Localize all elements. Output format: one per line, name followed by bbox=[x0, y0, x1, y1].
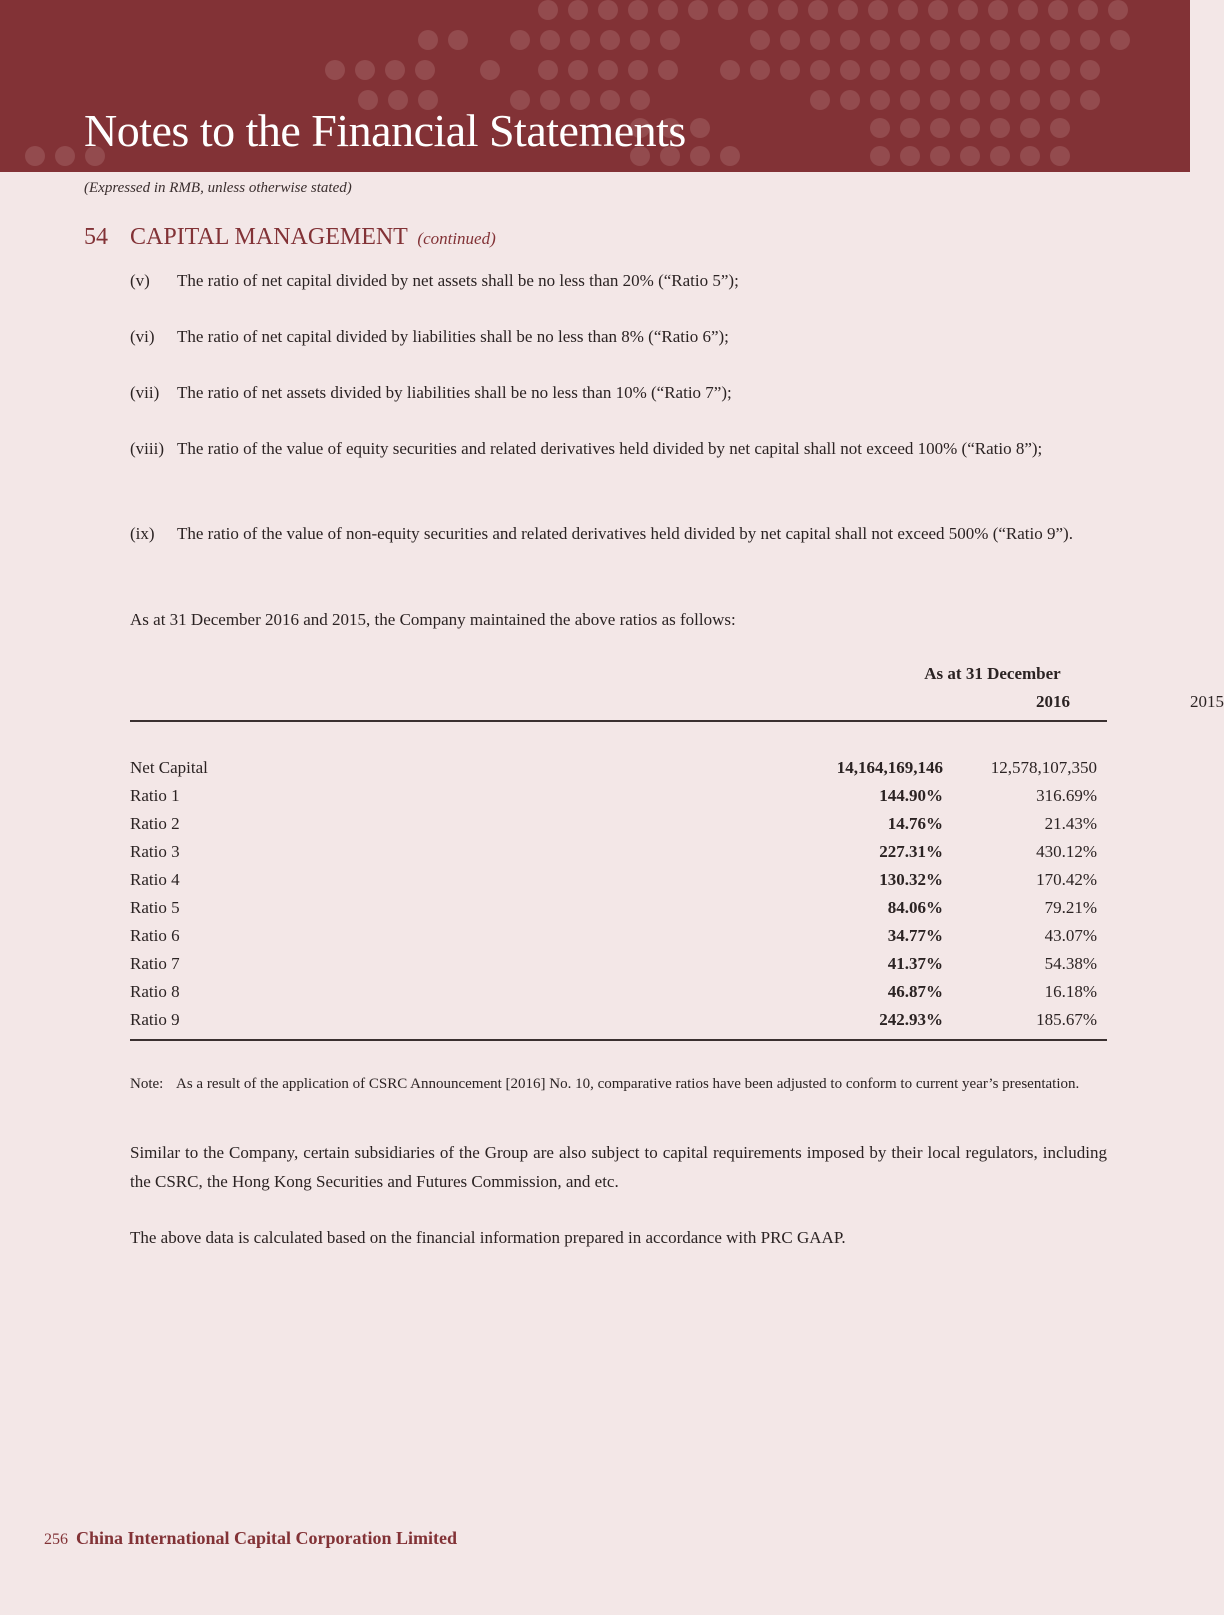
decorative-dot bbox=[900, 30, 920, 50]
decorative-dot bbox=[55, 146, 75, 166]
decorative-dot bbox=[898, 0, 918, 20]
decorative-dot bbox=[930, 60, 950, 80]
decorative-dot bbox=[838, 0, 858, 20]
decorative-dot bbox=[930, 30, 950, 50]
decorative-dot bbox=[1080, 30, 1100, 50]
decorative-dot bbox=[718, 0, 738, 20]
decorative-dot bbox=[930, 118, 950, 138]
company-name: China International Capital Corporation Limited bbox=[76, 1528, 458, 1548]
value-2016: 41.37% bbox=[887, 954, 943, 973]
list-item bbox=[130, 519, 1107, 548]
decorative-dot bbox=[1080, 90, 1100, 110]
decorative-dot bbox=[538, 0, 558, 20]
decorative-dot bbox=[448, 30, 468, 50]
list-item-number: (v) bbox=[130, 271, 150, 290]
decorative-dot bbox=[658, 0, 678, 20]
decorative-dot bbox=[628, 0, 648, 20]
decorative-dot bbox=[688, 0, 708, 20]
list-item-text: The ratio of net assets divided by liabilities shall be no less than 10% (“Ratio 7”); bbox=[177, 383, 732, 402]
decorative-dot bbox=[990, 60, 1010, 80]
decorative-dot bbox=[870, 60, 890, 80]
paragraph: The above data is calculated based on the financial information prepared in accordance with PRC GAAP. bbox=[130, 1228, 846, 1247]
value-2016: 242.93% bbox=[879, 1010, 943, 1029]
list-item-number: (ix) bbox=[130, 524, 155, 543]
value-2015: 16.18% bbox=[1044, 982, 1097, 1001]
decorative-dot bbox=[325, 60, 345, 80]
decorative-dot bbox=[720, 146, 740, 166]
decorative-dot bbox=[810, 60, 830, 80]
page-number: 256 bbox=[44, 1531, 68, 1548]
section-continued: (continued) bbox=[417, 229, 496, 248]
decorative-dot bbox=[1110, 30, 1130, 50]
decorative-dot bbox=[960, 118, 980, 138]
list-item-number: (vii) bbox=[130, 383, 160, 402]
decorative-dot bbox=[960, 90, 980, 110]
row-label: Net Capital bbox=[130, 758, 208, 777]
decorative-dot bbox=[598, 0, 618, 20]
value-2016: 14,164,169,146 bbox=[836, 758, 943, 777]
decorative-dot bbox=[990, 118, 1010, 138]
column-header-2016: 2016 bbox=[1036, 692, 1070, 711]
list-item-number: (vi) bbox=[130, 327, 155, 346]
table-row bbox=[130, 786, 1107, 814]
table-row bbox=[130, 982, 1107, 1010]
list-item-text: The ratio of the value of non-equity securities and related derivatives held divided by net capital shall not exceed 500% (“Ratio 9”). bbox=[177, 524, 1073, 543]
list-item bbox=[130, 266, 1107, 295]
value-2015: 185.67% bbox=[1036, 1010, 1097, 1029]
decorative-dot bbox=[750, 60, 770, 80]
value-2015: 21.43% bbox=[1044, 814, 1097, 833]
value-2016: 34.77% bbox=[887, 926, 943, 945]
row-label: Ratio 3 bbox=[130, 842, 180, 861]
value-2015: 170.42% bbox=[1036, 870, 1097, 889]
row-label: Ratio 5 bbox=[130, 898, 180, 917]
decorative-dot bbox=[1050, 118, 1070, 138]
decorative-dot bbox=[1020, 118, 1040, 138]
decorative-dot bbox=[840, 30, 860, 50]
decorative-dot bbox=[568, 60, 588, 80]
decorative-dot bbox=[1020, 146, 1040, 166]
decorative-dot bbox=[690, 146, 710, 166]
value-2016: 227.31% bbox=[879, 842, 943, 861]
section-number: 54 bbox=[84, 224, 108, 250]
decorative-dot bbox=[355, 60, 375, 80]
decorative-dot bbox=[1020, 30, 1040, 50]
decorative-dot bbox=[810, 30, 830, 50]
row-label: Ratio 4 bbox=[130, 870, 180, 889]
decorative-dot bbox=[900, 60, 920, 80]
value-2015: 54.38% bbox=[1044, 954, 1097, 973]
decorative-dot bbox=[510, 30, 530, 50]
decorative-dot bbox=[840, 60, 860, 80]
list-item bbox=[130, 434, 1107, 463]
header-banner bbox=[0, 0, 1190, 172]
value-2015: 79.21% bbox=[1044, 898, 1097, 917]
decorative-dot bbox=[840, 90, 860, 110]
decorative-dot bbox=[1018, 0, 1038, 20]
decorative-dot bbox=[960, 60, 980, 80]
decorative-dot bbox=[868, 0, 888, 20]
decorative-dot bbox=[780, 30, 800, 50]
decorative-dot bbox=[25, 146, 45, 166]
footer-rule bbox=[130, 1039, 1107, 1041]
page-footer bbox=[44, 1528, 457, 1549]
list-item bbox=[130, 378, 1107, 407]
decorative-dot bbox=[930, 90, 950, 110]
decorative-dot bbox=[1048, 0, 1068, 20]
decorative-dot bbox=[690, 118, 710, 138]
decorative-dot bbox=[750, 30, 770, 50]
decorative-dot bbox=[930, 146, 950, 166]
decorative-dot bbox=[900, 146, 920, 166]
decorative-dot bbox=[720, 60, 740, 80]
list-item-text: The ratio of net capital divided by net assets shall be no less than 20% (“Ratio 5”); bbox=[177, 271, 739, 290]
value-2016: 144.90% bbox=[879, 786, 943, 805]
row-label: Ratio 1 bbox=[130, 786, 180, 805]
value-2015: 12,578,107,350 bbox=[990, 758, 1097, 777]
decorative-dot bbox=[480, 60, 500, 80]
table-row bbox=[130, 842, 1107, 870]
row-label: Ratio 9 bbox=[130, 1010, 180, 1029]
header-rule bbox=[130, 720, 1107, 722]
table-row bbox=[130, 898, 1107, 926]
table-row bbox=[130, 758, 1107, 786]
currency-note: (Expressed in RMB, unless otherwise stated) bbox=[84, 180, 352, 196]
decorative-dot bbox=[990, 90, 1010, 110]
decorative-dot bbox=[600, 30, 620, 50]
decorative-dot bbox=[990, 30, 1010, 50]
value-2015: 43.07% bbox=[1044, 926, 1097, 945]
list-item-text: The ratio of net capital divided by liabilities shall be no less than 8% (“Ratio 6”); bbox=[177, 327, 729, 346]
decorative-dot bbox=[870, 30, 890, 50]
decorative-dot bbox=[870, 118, 890, 138]
column-group-header: As at 31 December bbox=[924, 664, 1061, 683]
decorative-dot bbox=[630, 30, 650, 50]
decorative-dot bbox=[1020, 60, 1040, 80]
decorative-dot bbox=[1050, 146, 1070, 166]
row-label: Ratio 8 bbox=[130, 982, 180, 1001]
paragraph: Similar to the Company, certain subsidiaries of the Group are also subject to capital requirements imposed by their local regulators, including the CSRC, the Hong Kong Securities and Futures Commission, and etc. bbox=[130, 1143, 1107, 1191]
decorative-dot bbox=[960, 146, 980, 166]
section-title: CAPITAL MANAGEMENT bbox=[130, 224, 408, 250]
note-text: As a result of the application of CSRC Announcement [2016] No. 10, comparative ratios have been adjusted to conform to current year’s presentation. bbox=[176, 1076, 1080, 1092]
table-note bbox=[130, 1073, 1107, 1096]
list-item-number: (viii) bbox=[130, 439, 164, 458]
page-title: Notes to the Financial Statements bbox=[84, 105, 686, 156]
value-2015: 430.12% bbox=[1036, 842, 1097, 861]
decorative-dot bbox=[658, 60, 678, 80]
decorative-dot bbox=[990, 146, 1010, 166]
decorative-dot bbox=[418, 30, 438, 50]
decorative-dot bbox=[540, 30, 560, 50]
list-item bbox=[130, 322, 1107, 351]
decorative-dot bbox=[660, 30, 680, 50]
decorative-dot bbox=[570, 30, 590, 50]
decorative-dot bbox=[870, 90, 890, 110]
value-2016: 130.32% bbox=[879, 870, 943, 889]
decorative-dot bbox=[988, 0, 1008, 20]
decorative-dot bbox=[928, 0, 948, 20]
value-2015: 316.69% bbox=[1036, 786, 1097, 805]
decorative-dot bbox=[598, 60, 618, 80]
table-row bbox=[130, 954, 1107, 982]
decorative-dot bbox=[415, 60, 435, 80]
table-intro: As at 31 December 2016 and 2015, the Company maintained the above ratios as follows: bbox=[130, 610, 736, 629]
decorative-dot bbox=[628, 60, 648, 80]
decorative-dot bbox=[1050, 90, 1070, 110]
decorative-dot bbox=[1050, 30, 1070, 50]
section-heading bbox=[84, 224, 496, 251]
row-label: Ratio 2 bbox=[130, 814, 180, 833]
row-label: Ratio 6 bbox=[130, 926, 180, 945]
decorative-dot bbox=[538, 60, 558, 80]
decorative-dot bbox=[778, 0, 798, 20]
decorative-dot bbox=[900, 90, 920, 110]
table-row bbox=[130, 814, 1107, 842]
decorative-dot bbox=[1078, 0, 1098, 20]
value-2016: 14.76% bbox=[887, 814, 943, 833]
decorative-dot bbox=[385, 60, 405, 80]
decorative-dot bbox=[1108, 0, 1128, 20]
decorative-dot bbox=[808, 0, 828, 20]
decorative-dot bbox=[958, 0, 978, 20]
decorative-dot bbox=[960, 30, 980, 50]
decorative-dot bbox=[870, 146, 890, 166]
table-row bbox=[130, 870, 1107, 898]
decorative-dot bbox=[810, 90, 830, 110]
note-tag: Note: bbox=[130, 1076, 164, 1092]
decorative-dot bbox=[1020, 90, 1040, 110]
list-item-text: The ratio of the value of equity securities and related derivatives held divided by net capital shall not exceed 100% (“Ratio 8”); bbox=[177, 439, 1043, 458]
table-row bbox=[130, 926, 1107, 954]
decorative-dot bbox=[780, 60, 800, 80]
value-2016: 46.87% bbox=[887, 982, 943, 1001]
decorative-dot bbox=[900, 118, 920, 138]
decorative-dot bbox=[568, 0, 588, 20]
row-label: Ratio 7 bbox=[130, 954, 180, 973]
column-header-2015: 2015 bbox=[1190, 692, 1224, 711]
decorative-dot bbox=[1080, 60, 1100, 80]
decorative-dot bbox=[748, 0, 768, 20]
value-2016: 84.06% bbox=[887, 898, 943, 917]
decorative-dot bbox=[1050, 60, 1070, 80]
table-row bbox=[130, 1010, 1107, 1038]
